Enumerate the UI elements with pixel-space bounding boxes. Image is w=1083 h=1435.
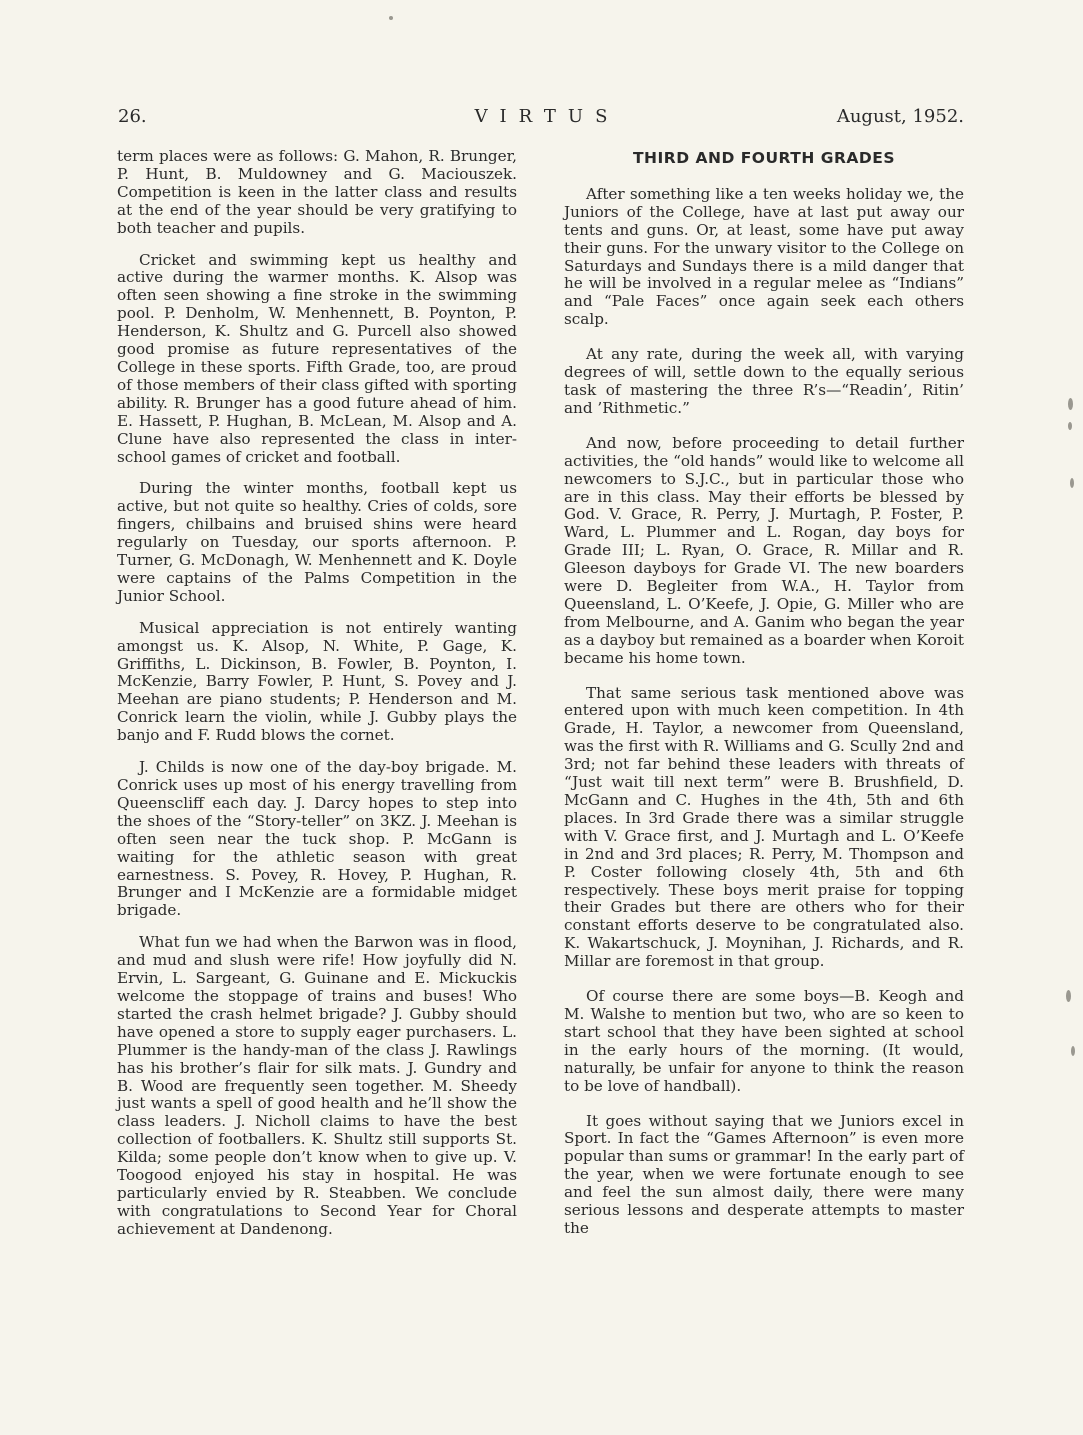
paragraph: What fun we had when the Barwon was in flood, and mud and slush were rife! How joyfully did N. Ervin, L. Sargeant, G. Guinane and E. Mickuckis welcome the stoppage of trains and buses! Who started the crash helmet brigade? J. Gubby should have opened a store to supply eager purchasers. L. Plummer is the handy-man of the class J. Rawlings has his brother’s flair for silk mats. J. Gundry and B. Wood are frequently seen together. M. Sheedy just wants a spell of good health and he’ll show the class leaders. J. Nicholl claims to have the best collection of footballers. K. Shultz still supports St. Kilda; some people don’t know when to give up. V. Toogood enjoyed his stay in hospital. He was particularly envied by R. Steabben. We conclude with congratulations to Second Year for Choral achievement at Dandenong. xyxy=(117,933,517,1238)
publication-title: VIRTUS xyxy=(474,106,620,127)
paragraph: Of course there are some boys—B. Keogh and M. Walshe to mention but two, who are so keen to start school that they have been sighted at school in the early hours of the morning. (It would, naturally, be unfair for anyone to think the reason to be love of handball). xyxy=(564,987,964,1095)
scan-speck xyxy=(1071,1046,1075,1056)
paragraph: Musical appreciation is not entirely wanting amongst us. K. Alsop, N. White, P. Gage, K. Griffiths, L. Dickinson, B. Fowler, B. Poynton, I. McKenzie, Barry Fowler, P. Hunt, S. Povey and J. Meehan are piano students; P. Henderson and M. Conrick learn the violin, while J. Gubby plays the banjo and F. Rudd blows the cornet. xyxy=(117,618,517,745)
paragraph: Cricket and swimming kept us healthy and active during the warmer months. K. Alsop was often seen showing a fine stroke in the swimming pool. P. Denholm, W. Menhennett, B. Poynton, P. Henderson, K. Shultz and G. Purcell also showed good promise as future representatives of the College in these sports. Fifth Grade, too, are proud of those members of their class gifted with sporting ability. R. Brunger has a good future ahead of him. E. Hassett, P. Hughan, B. McLean, M. Alsop and A. Clune have also represented the class in inter-school games of cricket and football. xyxy=(117,250,517,466)
right-column xyxy=(564,148,964,1255)
scan-speck xyxy=(389,16,393,20)
paragraph: At any rate, during the week all, with varying degrees of will, settle down to the equally serious task of mastering the three R’s—“Readin’, Ritin’ and ’Rithmetic.” xyxy=(564,345,964,417)
paragraph: It goes without saying that we Juniors excel in Sport. In fact the “Games Afternoon” is even more popular than sums or grammar! In the early part of the year, when we were fortunate enough to see and feel the sun almost daily, there were many serious lessons and desperate attempts to master the xyxy=(564,1111,964,1237)
paragraph: After something like a ten weeks holiday we, the Juniors of the College, have at last put away our tents and guns. Or, at least, some have put away their guns. For the unwary visitor to the College on Saturdays and Sundays there is a mild danger that he will be involved in a regular melee as “Indians” and “Pale Faces” once again seek each others scalp. xyxy=(564,184,964,329)
paragraph: During the winter months, football kept us active, but not quite so healthy. Cries of colds, sore fingers, chilbains and bruised shins were heard regularly on Tuesday, our sports afternoon. P. Turner, G. McDonagh, W. Menhennett and K. Doyle were captains of the Palms Competition in the Junior School. xyxy=(117,479,517,605)
scan-speck xyxy=(1070,478,1074,488)
section-heading: THIRD AND FOURTH GRADES xyxy=(632,149,896,167)
paragraph: And now, before proceeding to detail further activities, the “old hands” would like to welcome all newcomers to S.J.C., but in particular those who are in this class. May their efforts be blessed by God. V. Grace, R. Perry, J. Murtagh, P. Foster, P. Ward, L. Plummer and L. Rogan, day boys for Grade III; L. Ryan, O. Grace, R. Millar and R. Gleeson dayboys for Grade VI. The new boarders were D. Begleiter from W.A., H. Taylor from Queensland, L. O’Keefe, J. Opie, G. Miller who are from Melbourne, and A. Ganim who began the year as a dayboy but remained as a boarder when Koroit became his home town. xyxy=(564,433,964,667)
left-column xyxy=(117,148,517,1253)
scan-speck xyxy=(1068,422,1072,430)
page-header xyxy=(118,106,964,134)
paragraph: term places were as follows: G. Mahon, R. Brunger, P. Hunt, B. Muldowney and G. Maciouszek. Competition is keen in the latter class and results at the end of the year should be very gratifying to both teacher and pupils. xyxy=(117,147,517,237)
page-number: 26. xyxy=(118,106,147,127)
paragraph: That same serious task mentioned above was entered upon with much keen competition. In 4th Grade, H. Taylor, a newcomer from Queensland, was the first with R. Williams and G. Scully 2nd and 3rd; not far behind these leaders with threats of “Just wait till next term” were B. Brushfield, D. McGann and C. Hughes in the 4th, 5th and 6th places. In 3rd Grade there was a similar struggle with V. Grace first, and J. Murtagh and L. O’Keefe in 2nd and 3rd places; R. Perry, M. Thompson and P. Coster following closely 4th, 5th and 6th respectively. These boys merit praise for topping their Grades but there are others who for their constant efforts deserve to be congratulated also. K. Wakartschuck, J. Moynihan, J. Richards, and R. Millar are foremost in that group. xyxy=(564,683,964,971)
issue-date: August, 1952. xyxy=(836,106,964,127)
scan-speck xyxy=(1066,990,1071,1002)
scan-speck xyxy=(1068,398,1073,410)
paragraph: J. Childs is now one of the day-boy brigade. M. Conrick uses up most of his energy travelling from Queenscliff each day. J. Darcy hopes to step into the shoes of the “Story-teller” on 3KZ. J. Meehan is often seen near the tuck shop. P. McGann is waiting for the athletic season with great earnestness. S. Povey, R. Hovey, P. Hughan, R. Brunger and I McKenzie are a formidable midget brigade. xyxy=(117,758,517,920)
